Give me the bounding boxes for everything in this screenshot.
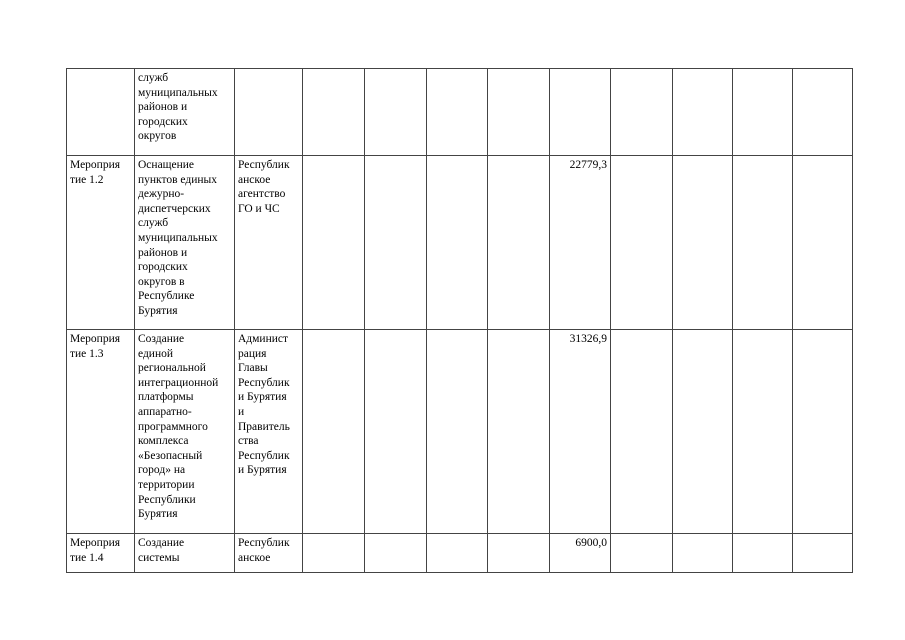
table-row — [67, 534, 853, 573]
empty-cell — [427, 69, 488, 156]
empty-cell — [488, 69, 550, 156]
amount-cell — [550, 69, 611, 156]
empty-cell — [793, 534, 853, 573]
measure-code-cell — [67, 69, 135, 156]
empty-cell — [427, 330, 488, 534]
empty-cell — [793, 69, 853, 156]
empty-cell — [733, 330, 793, 534]
measure-name-cell: Создание единой региональной интеграционной платформы аппаратно- программного комплекса «Безопасный город» на территории Республики Бурятия — [135, 330, 235, 534]
measure-name-cell: Создание системы — [135, 534, 235, 573]
empty-cell — [611, 330, 673, 534]
empty-cell — [733, 69, 793, 156]
executor-cell: Республик анское агентство ГО и ЧС — [235, 156, 303, 330]
measure-code-cell: Мероприя тие 1.3 — [67, 330, 135, 534]
empty-cell — [488, 156, 550, 330]
table-row — [67, 69, 853, 156]
empty-cell — [611, 69, 673, 156]
measure-name-cell: служб муниципальных районов и городских округов — [135, 69, 235, 156]
empty-cell — [488, 534, 550, 573]
empty-cell — [488, 330, 550, 534]
empty-cell — [673, 534, 733, 573]
measure-code-cell: Мероприя тие 1.4 — [67, 534, 135, 573]
empty-cell — [427, 534, 488, 573]
table-row — [67, 156, 853, 330]
empty-cell — [303, 534, 365, 573]
empty-cell — [673, 330, 733, 534]
empty-cell — [365, 534, 427, 573]
empty-cell — [733, 156, 793, 330]
empty-cell — [365, 156, 427, 330]
executor-cell — [235, 69, 303, 156]
empty-cell — [303, 69, 365, 156]
empty-cell — [365, 69, 427, 156]
empty-cell — [673, 156, 733, 330]
empty-cell — [733, 534, 793, 573]
executor-cell: Республик анское — [235, 534, 303, 573]
empty-cell — [611, 156, 673, 330]
amount-cell: 22779,3 — [550, 156, 611, 330]
empty-cell — [673, 69, 733, 156]
measure-name-cell: Оснащение пунктов единых дежурно- диспетчерских служб муниципальных районов и городских округов в Республике Бурятия — [135, 156, 235, 330]
empty-cell — [303, 330, 365, 534]
executor-cell: Админист рация Главы Республик и Бурятия и Правитель ства Республик и Бурятия — [235, 330, 303, 534]
measure-code-cell: Мероприя тие 1.2 — [67, 156, 135, 330]
amount-cell: 31326,9 — [550, 330, 611, 534]
empty-cell — [303, 156, 365, 330]
empty-cell — [793, 330, 853, 534]
empty-cell — [793, 156, 853, 330]
table-row — [67, 330, 853, 534]
empty-cell — [427, 156, 488, 330]
empty-cell — [365, 330, 427, 534]
amount-cell: 6900,0 — [550, 534, 611, 573]
empty-cell — [611, 534, 673, 573]
budget-table — [66, 68, 853, 573]
